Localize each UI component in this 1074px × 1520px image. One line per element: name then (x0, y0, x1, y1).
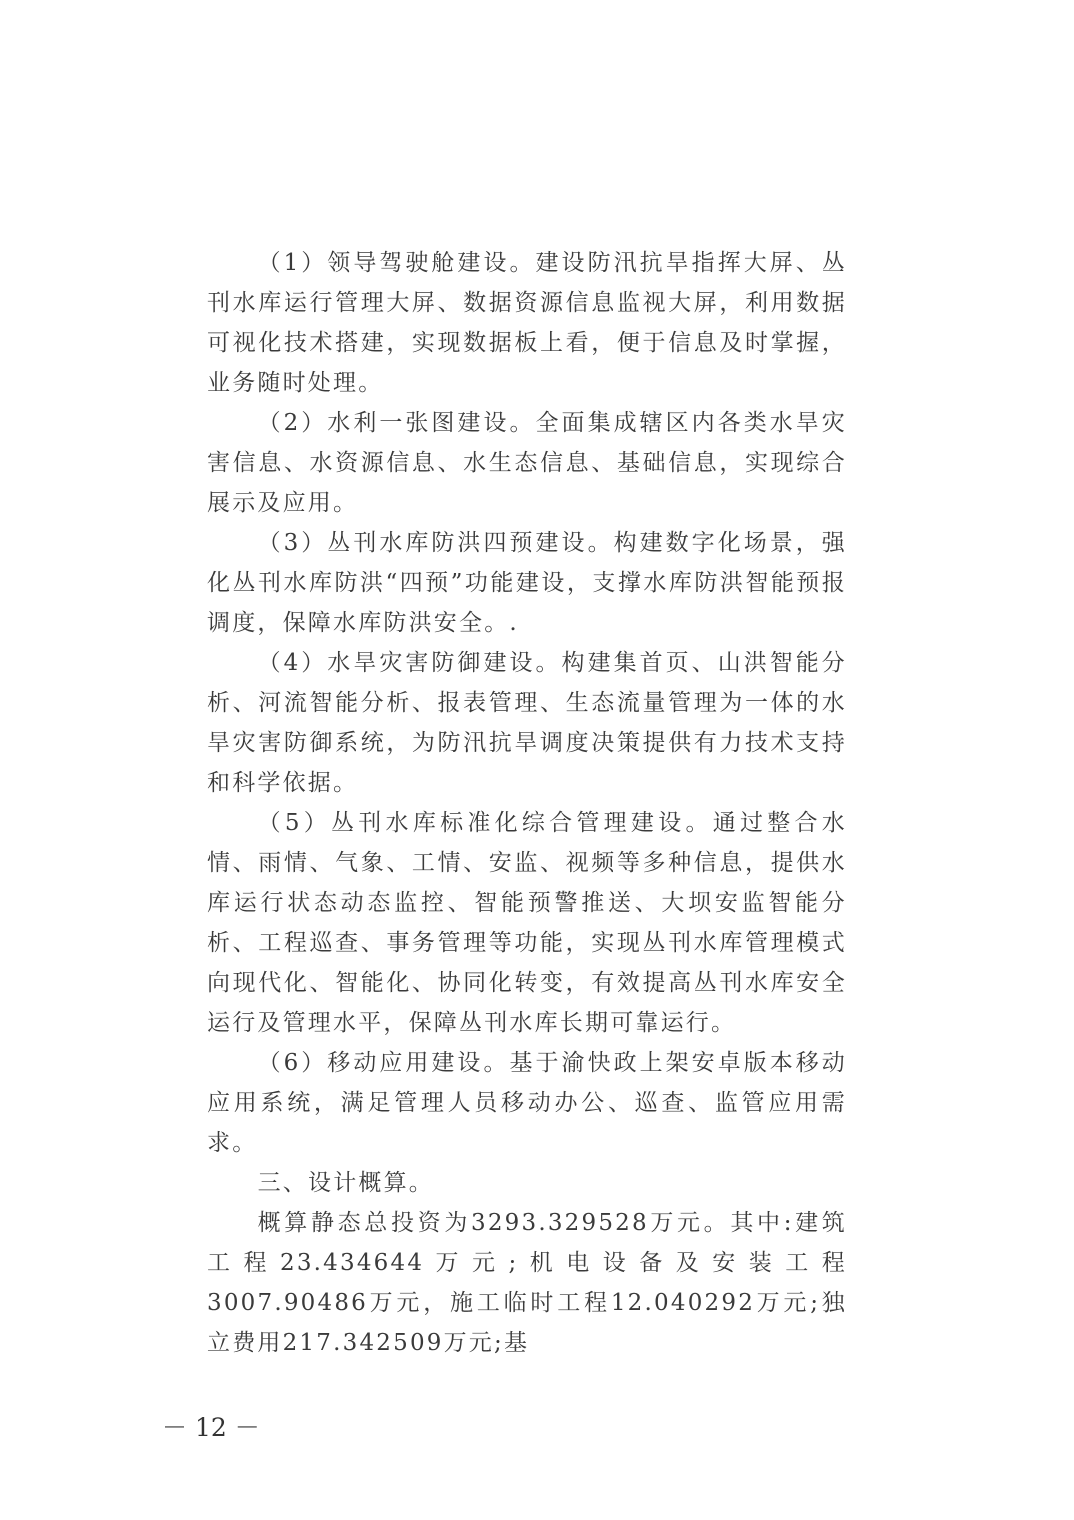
paragraph-5: （5）丛刊水库标准化综合管理建设。通过整合水情、雨情、气象、工情、安监、视频等多种信息，提供水库运行状态动态监控、智能预警推送、大坝安监智能分析、工程巡查、事务管理等功能，实现丛刊水库管理模式向现代化、智能化、协同化转变，有效提高丛刊水库安全运行及管理水平，保障丛刊水库长期可靠运行。 (207, 810, 847, 1036)
body-text (207, 243, 847, 1363)
page-number: － 12 － (162, 1413, 260, 1442)
paragraph-4: （4）水旱灾害防御建设。构建集首页、山洪智能分析、河流智能分析、报表管理、生态流量管理为一体的水旱灾害防御系统，为防汛抗旱调度决策提供有力技术支持和科学依据。 (207, 650, 847, 796)
paragraph-2: （2）水利一张图建设。全面集成辖区内各类水旱灾害信息、水资源信息、水生态信息、基础信息，实现综合展示及应用。 (207, 410, 847, 516)
paragraph-6: （6）移动应用建设。基于渝快政上架安卓版本移动应用系统，满足管理人员移动办公、巡查、监管应用需求。 (207, 1050, 847, 1156)
paragraph-3: （3）丛刊水库防洪四预建设。构建数字化场景，强化丛刊水库防洪“四预”功能建设，支撑水库防洪智能预报调度，保障水库防洪安全。. (207, 530, 847, 636)
section-heading: 三、设计概算。 (257, 1170, 434, 1196)
paragraph-7: 概算静态总投资为3293.329528万元。其中:建筑工程23.434644万元;机电设备及安装工程3007.90486万元，施工临时工程12.040292万元;独立费用217.342509万元;基 (207, 1210, 847, 1356)
paragraph-1: （1）领导驾驶舱建设。建设防汛抗旱指挥大屏、丛刊水库运行管理大屏、数据资源信息监视大屏，利用数据可视化技术搭建，实现数据板上看，便于信息及时掌握，业务随时处理。 (207, 250, 847, 396)
